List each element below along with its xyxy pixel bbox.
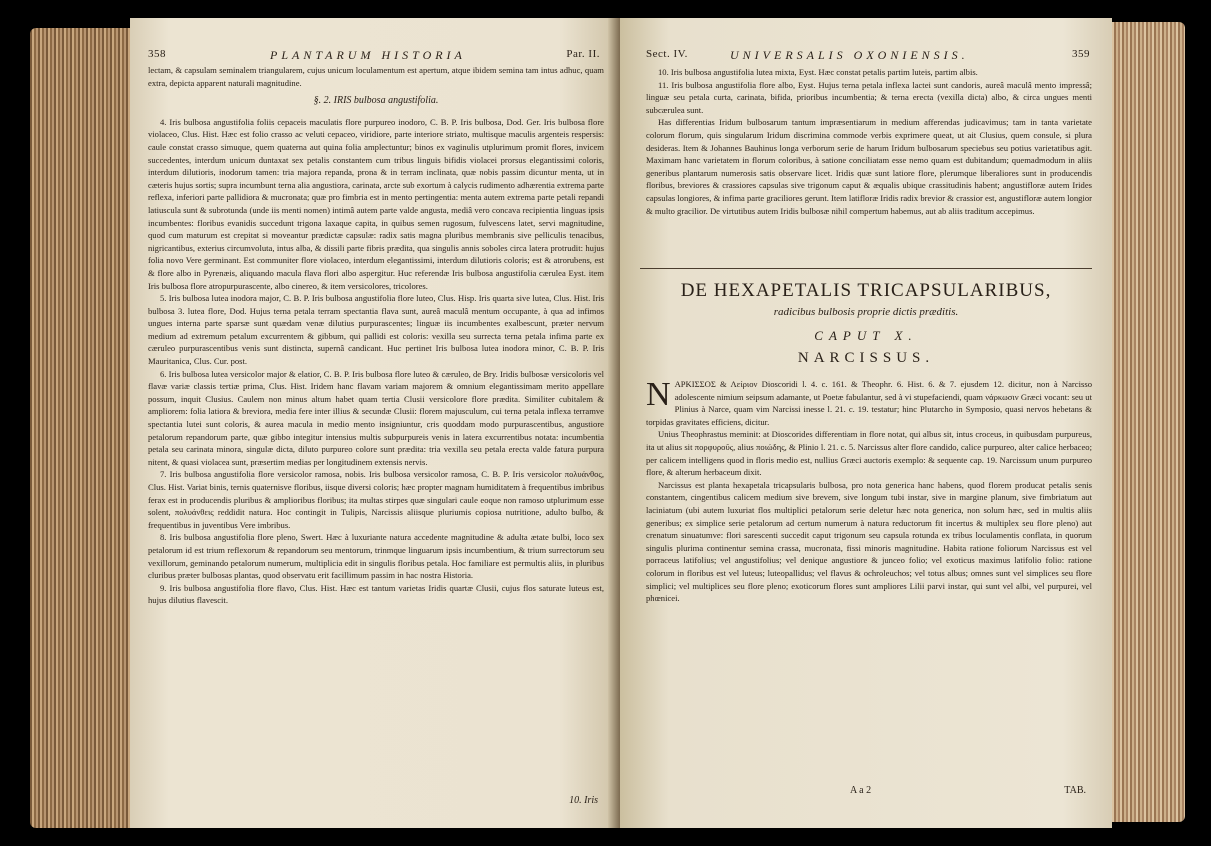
chapter-subtitle: radicibus bulbosis proprie dictis præditis. [773,306,959,318]
paragraph: 11. Iris bulbosa angustifolia flore albo, Eyst. Hujus terna petala inflexa lactei sunt candoris, aureâ maculâ mento impressâ; linguæ seu petala curta, carinata, bifida, prioribus incumbentia; & terna erecta (vexilla dicta) albo, & circa ungues menti subcærulea sunt. [646,79,1092,115]
catchword-left: 10. Iris [569,795,598,806]
paragraph: 4. Iris bulbosa angustifolia foliis cepaceis maculatis flore purpureo inodoro, C. B. P. Iris bulbosa, Dod. Ger. Iris bulbosa flore violaceo, Clus. Hist. Hæc est folio crasso ac veluti cepaceo, viridiore, parte interiore striato, multisque maculis argenteis respersis: caule constat crasso simuque, quem quaterna aut quina folia amplectuntur; binos ex vaginulis utplurimum promit flores, invicem succedentes, interdum unicum duntaxat sex petalis constantem cum tribus linguis bifidis violacei prorsus elegantissimi coloris, interdum dilutioris, inodorum tamen: tria majora repanda, prona & in terram inclinata, quæ nobis passim dicuntur menta, ut in cæteris hujus sortis; supra incumbunt terna alia angustiora, carinata, arcte sub exortum à calycis rudimento adhærentia extrema parte reflexa, inferiori parte pallidiora & mucronata; quæ pro fimbria est in mento pertingentia: menta autem extrema parte petali repandi latiuscula sunt & subrotunda (unde iis menti nomen) intimâ autem parte valde angusta, mediâ vero concava recipientia linguas ipsis incumbentes: floribus evanidis succedunt trigona laxaque capita, in quibus semen rugosum, fulvescens latet, servi magnitudine, quod cum maturum est crepitat si moveantur prædictæ capsulæ: radix satis magna pluribus membranis sive pelliculis tenacibus, nigricantibus, exterius circumvoluta, intus alba, & dissili parte fibris prædita, qua singulis annis soboles circa latera protrudit: hujus folia novo Vere germinant. Est communiter flore violaceo, interdum elegantissimi, interdum dilutioris coloris; est & atrorubens, est & flore albo in Pyrenæis, aliquando macula flava flori albo aspergitur. Huc referendæ Iris bulbosa angustifolia cærulea Eyst. item Iris bulbosa flore atropurpurascente, albo cinereo, & item versicolores, tricolores. [148,116,604,291]
chapter-rule [640,268,1092,269]
caput-heading: CAPUT X. [814,328,918,343]
paragraph: 10. Iris bulbosa angustifolia lutea mixta, Eyst. Hæc constat petalis partim luteis, partim albis. [658,67,978,77]
chapter-title: DE HEXAPETALIS TRICAPSULARIBUS, [680,280,1052,301]
paragraph: APKIΣΣOΣ & Λείριον Dioscoridi l. 4. c. 161. & Theophr. 6. Hist. 6. & 7. ejusdem 12. dicitur, non à Narcisso adolescente nimium seipsum adamante, ut Poetæ fabulantur, sed à vi stupefaciendi, quam νάρκωσιν Græci vocant: seu ut Plinius à Narce, quam vim Narcissi inesse l. 21. c. 19. testatur; hinc Plutarcho in Symposio, quasi nervos hebetans & torpidas gravitates efficiens, dicitur. [646,379,1092,427]
running-head-right: UNIVERSALIS OXONIENSIS. [730,48,969,62]
section-ref-right: Sect. IV. [646,48,688,60]
paragraph: 6. Iris bulbosa lutea versicolor major & elatior, C. B. P. Iris bulbosa flore luteo & cæruleo, de Bry. Iridis bulbosæ versicoloris vel flavæ variæ classis tertiæ prima, Clus. Hist. Iridem hanc flavam variam majorem & omnium elegantissimam merito appellare possum, inquit Clusius. Caulem non minus altum habet quam tertia Clusii versicolore flore prædita. Similiter cubitalem & ampliorem: folia latiora & breviora, media fere inter illius & secundæ Clusii: florem majusculum, cui terna petala inflexa terramve spectantia lutei sunt coloris, & aurea macula in medio mento insigniuntur, cris quoddam modo purpurascentibus, angustiore petalorum repandorum parte, quæ gibbo integitur intensius multis subpurpureis venis in latera excurrentibus notata: incumbentia petala seu carinata minora, singulæ dicta, diluto purpureo colore sunt prædita: tria vexilla seu petala erecta valde fatura purpura nitent, & quasi violacea sunt, præsertim medias per longitudinem extensis nervis. [148,368,604,467]
right-page [620,18,1112,828]
paragraph: Has differentias Iridum bulbosarum tantum impræsentiarum in medium afferendas judicavimus; tam in tanta varietate colorum florum, quis singularum Iridum discrimina commode verbis exprimere queat, ut ait Clusius, quem consule, si plura desideras. Item & Johannes Bauhinus longa verborum serie de harum Iridum bulbosarum speciebus seu potius varietatibus agit. Maximam hanc varietatem in florum coloribus, à satione conciliatam esse nemo quam est dubitandum; quemadmodum in aliis generibus plantarum numerosis satis observare licet. Iridis quæ sunt latiore flore, plerumque liberaliores sunt in producendis floribus, breviores & crassiores capsulas sive trigonum caput & æqualis ubique crassitudinis habent; angustifloræ autem Irides capsulas longiores, & infima parte graciliores gerunt. Item latifloræ Iridis radix brevior & crassior est, angustifloræ autem longior & multo gracilior. De virtutibus autem Iridis bulbosæ nihil compertum habemus, aut ab aliis traditum accepimus. [646,117,1092,216]
page-number-right: 359 [1072,48,1090,60]
page-number-left: 358 [148,48,166,60]
signature-mark: A a 2 [850,785,872,796]
right-body-narcissus [646,378,1092,605]
paragraph: 9. Iris bulbosa angustifolia flore flavo, Clus. Hist. Hæc est tantum varietas Iridis quartæ Clusii, cujus flos saturate luteus est, hujus dilutius flavescit. [148,582,604,606]
narcissus-heading: NARCISSUS. [797,350,935,366]
running-head-left: PLANTARUM HISTORIA [270,48,466,62]
left-page [130,18,618,828]
right-page-edges [1110,22,1185,822]
section-ref-left: Par. II. [566,48,600,60]
paragraph: Unius Theophrastus meminit: at Dioscorides differentiam in flore notat, qui albus sit, intus croceus, in quibusdam purpureus, ita ut alius sit πορφυροῦς, alius ποιώδης, & Plinio l. 21. c. 5. Narcissus alter flore candido, calice purpureo, alter calice herbaceo; per calicem intelligens quod in floris medio est, nullius Græci auctoris exemplo: & sequente cap. 19. Narcissum unum purpureo flore, & alterum herbaceum dixit. [646,429,1092,478]
paragraph: 8. Iris bulbosa angustifolia flore pleno, Swert. Hæc à luxuriante natura accedente magnitudine & adulta ætate bulbi, loco sex petalorum id est trium reflexorum & repandorum seu mentorum, trinmque linguarum ipsis incumbentium, & trium surrectorum seu vexillorum, geminando petalorum numerum, multiplicia edit in singulis floribus petala. Hoc familiare est permultis aliis, in pluribus cluribus præter bulbosas plantas, quod observatu erit facillimum passim in hac nostra Historia. [148,532,604,581]
paragraph: 5. Iris bulbosa lutea inodora major, C. B. P. Iris bulbosa angustifolia flore luteo, Clus. Hisp. Iris quarta sive lutea, Clus. Hist. Iris bulbosa 3. lutea flore, Dod. Hujus terna petala terram spectantia flava sunt, aureâ maculâ mentum occupante, à qua ad infimos ungues interna parte sparsæ sunt quædam venæ dilutius purpurascentes; linguæ iis incumbentes exalbescunt, præter nervum medium ad extremum petalum excurrentem & gibbum, qui pallidi est coloris: vexilla seu surrecta terna petala infima parte ex cæruleo purpurascentibus venis sunt distincta, supernâ candicant. Huc pertinet Iris bulbosa lutea inodora minor, C. B. P. Iris Mauritanica, Clus. Cur. post. [148,293,604,367]
paragraph: Narcissus est planta hexapetala tricapsularis bulbosa, pro nota generica hanc habens, quod florem producat petalis senis constantem, cingentibus calicem medium sive brevem, sive longum tubi instar, sive in margine planum, sive fimbriatum aut laciniatum (ubi autem luxuriat flos multiplici petalorum serie deletur hæc nota generica, non solum hæc, sed in multis aliis generibus; ex simplice serie petalorum ad certum numerum à natura reductorum fit incertus & multiplex seu flore pleno) aut crenatum sinuatumve: flori sarescenti succedit caput trigonum seu capsula rotunda ex tribus loculamentis conflata, in quorum singulis plurima continentur semina crassa, mucronata, fissi minoris magnitudine. Habita ratione foliorum Narcissus est vel porraceus latifolius; vel angustifolius; vel denique angustiore & junceo folio; vel exoticus maximus latifolio folio: ratione colorum in floribus est vel luteus; luteopallidus; vel flavus & ochroleuchos; vel totus albus; omnes sunt vel simplices seu flore simplici; vel multiplices seu flore pleno; exoticorum flores sunt ampliores Lilii parvi instar, qui sunt vel albi, vel purpurei, vel phœnicei. [646,479,1092,604]
drop-initial: N [646,376,671,413]
paragraph: 7. Iris bulbosa angustifolia flore versicolor ramosa, nobis. Iris bulbosa versicolor ramosa, C. B. P. Iris versicolor πολυάνθος, Clus. Hist. Variat binis, ternis quaternisve floribus, iisque diversi coloris; hæc propter magnam humiditatem à frequentibus imbribus ferax est in producendis pluribus & amplioribus floribus; ita multas stirpes quæ singulari caule eoque non ramoso utplurimum esse solent, πολυάνθεις reddidit natura. Hoc contingit in Tulipis, Narcissis aliisque pluriumis copiosa nutritione, adulto bulbo, & frequentibus in juventibus Vere imbribus. [148,469,604,530]
open-book [30,10,1185,836]
catchword-right: TAB. [1064,785,1086,796]
intro-text: lectam, & capsulam seminalem triangularem, cujus unicum loculamentum est apertum, atque ibidem semina tam intus adhuc, quam extra, depicta apparent naturali magnitudine. [148,65,604,88]
right-body-top [646,66,1092,217]
left-body [148,64,604,607]
section-heading: §. 2. IRIS bulbosa angustifolia. [313,95,439,107]
